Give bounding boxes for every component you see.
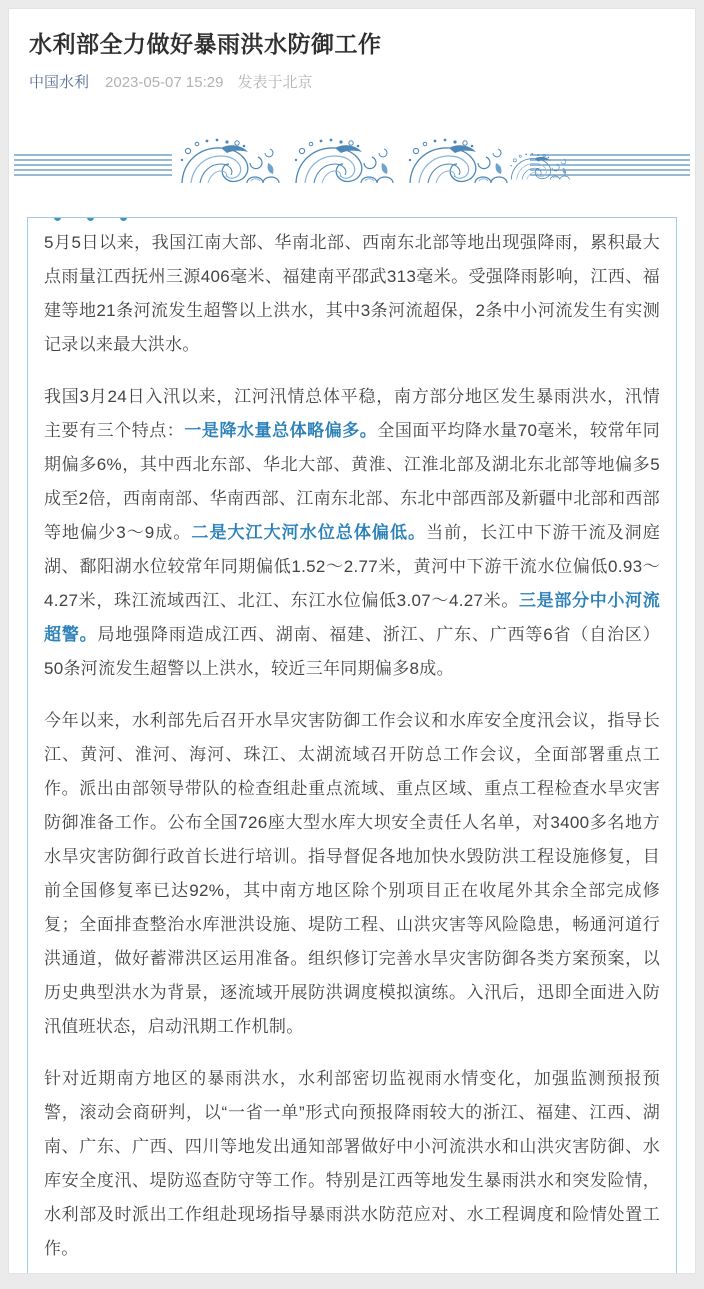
paragraph	[44, 704, 660, 1044]
article-title: 水利部全力做好暴雨洪水防御工作	[29, 31, 382, 57]
paragraph	[44, 226, 660, 362]
body-text: 今年以来，水利部先后召开水旱灾害防御工作会议和水库安全度汛会议，指导长江、黄河、淮河、海河、珠江、太湖流域召开防总工作会议，全面部署重点工作。派出由部领导带队的检查组赴重点流域、重点区域、重点工程检查水旱灾害防御准备工作。公布全国726座大型水库大坝安全责任人名单，对3400多名地方水旱灾害防御行政首长进行培训。指导督促各地加快水毁防洪工程设施修复，目前全国修复率已达92%，其中南方地区除个别项目正在收尾外其余全部完成修复；全面排查整治水库泄洪设施、堤防工程、山洪灾害等风险隐患，畅通河道行洪通道，做好蓄滞洪区运用准备。组织修订完善水旱灾害防御各类方案预案，以历史典型洪水为背景，逐流域开展防洪调度模拟演练。入汛后，迅即全面进入防汛值班状态，启动汛期工作机制。	[44, 711, 660, 1036]
body-text: 我国3月24日入汛以来，江河汛情总体平稳，南方部分地区发生暴雨洪水，汛情主要有三个特点：	[44, 387, 660, 440]
article-card	[8, 8, 696, 1274]
body-text: 针对近期南方地区的暴雨洪水，水利部密切监视雨水情变化，加强监测预报预警，滚动会商研判，以“一省一单”形式向预报降雨较大的浙江、福建、江西、湖南、广东、广西、四川等地发出通知部署做好中小河流洪水和山洪灾害防御、水库安全度汛、堤防巡查防守等工作。特别是江西等地发生暴雨洪水和突发险情，水利部及时派出工作组赴现场指导暴雨洪水防范应对、水工程调度和险情处置工作。	[44, 1069, 660, 1258]
three-dots-decoration-icon	[44, 217, 137, 222]
emphasis-text: 二是大江大河水位总体偏低。	[191, 523, 427, 542]
paragraph	[44, 1062, 660, 1266]
body-text: 局地强降雨造成江西、湖南、福建、浙江、广东、广西等6省（自治区）50条河流发生超警以上洪水，较近三年同期偏多8成。	[44, 625, 660, 678]
article-body	[44, 226, 660, 1266]
publish-time: 2023-05-07 15:29	[105, 74, 224, 91]
account-name-link[interactable]: 中国水利	[29, 74, 90, 91]
publish-location: 发表于北京	[237, 74, 313, 91]
body-text: 全国面平均降水量70毫米，较常年同期偏多6%，其中西北东部、华北大部、黄淮、江淮北部及湖北东北部等地偏多5成至2倍，西南南部、华南西部、江南东北部、东北中部西部及新疆中北部和西部等地偏少3～9成。	[44, 421, 660, 542]
body-text: 5月5日以来，我国江南大部、华南北部、西南东北部等地出现强降雨，累积最大点雨量江西抚州三源406毫米、福建南平邵武313毫米。受强降雨影响，江西、福建等地21条河流发生超警以上洪水，其中3条河流超保，2条中小河流发生有实测记录以来最大洪水。	[44, 233, 660, 354]
byline	[29, 73, 675, 93]
body-text: 当前，长江中下游干流及洞庭湖、鄱阳湖水位较常年同期偏低1.52～2.77米，黄河中下游干流水位偏低0.93～4.27米，珠江流域西江、北江、东江水位偏低3.07～4.27米。	[44, 523, 661, 610]
emphasis-text: 三是部分中小河流超警。	[44, 591, 660, 644]
emphasis-text: 一是降水量总体略偏多。	[184, 421, 378, 440]
wave-decoration-icon	[12, 131, 692, 195]
paragraph	[44, 380, 660, 686]
article-content-box	[27, 217, 677, 1274]
